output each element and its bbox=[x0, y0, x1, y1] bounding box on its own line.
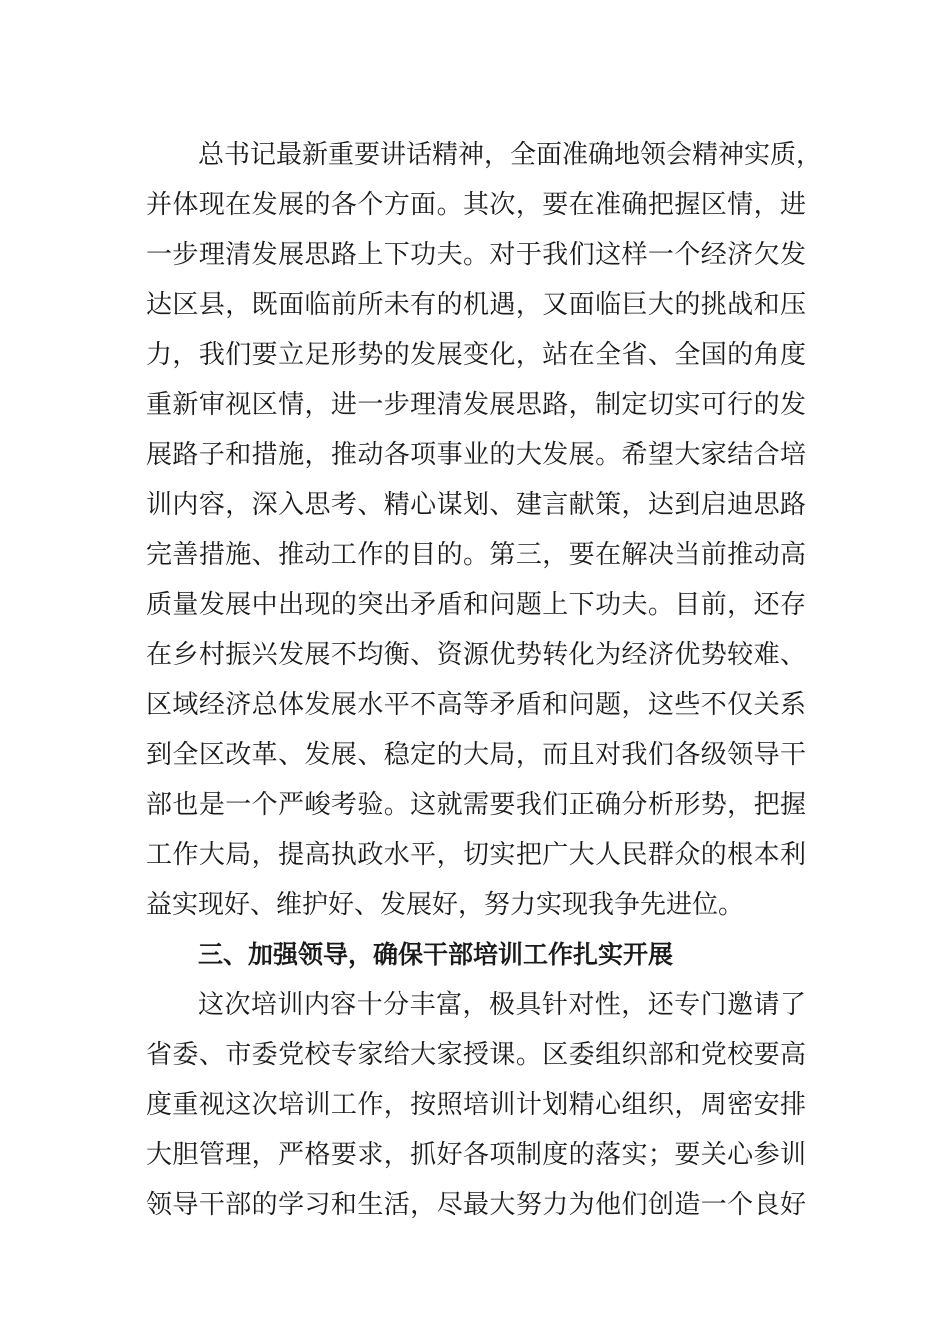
text-line: 部也是一个严峻考验。这就需要我们正确分析形势，把握 bbox=[146, 790, 806, 820]
text-line: 在乡村振兴发展不均衡、资源优势转化为经济优势较难、 bbox=[146, 640, 806, 670]
text-line: 到全区改革、发展、稳定的大局，而且对我们各级领导干 bbox=[146, 740, 806, 770]
text-line: 区域经济总体发展水平不高等矛盾和问题，这些不仅关系 bbox=[146, 690, 806, 720]
text-line: 总书记最新重要讲话精神，全面准确地领会精神实质， bbox=[198, 140, 823, 170]
text-line: 训内容，深入思考、精心谋划、建言献策，达到启迪思路 bbox=[146, 490, 806, 520]
text-line: 度重视这次培训工作，按照培训计划精心组织，周密安排 bbox=[146, 1090, 806, 1120]
section-heading-3: 三、加强领导，确保干部培训工作扎实开展 bbox=[198, 940, 674, 969]
text-line: 大胆管理，严格要求，抓好各项制度的落实；要关心参训 bbox=[146, 1140, 806, 1170]
text-line: 益实现好、维护好、发展好，努力实现我争先进位。 bbox=[146, 890, 745, 920]
text-line: 质量发展中出现的突出矛盾和问题上下功夫。目前，还存 bbox=[146, 590, 806, 620]
body-text bbox=[146, 130, 823, 1230]
text-line: 省委、市委党校专家给大家授课。区委组织部和党校要高 bbox=[146, 1040, 806, 1070]
text-line: 力，我们要立足形势的发展变化，站在全省、全国的角度 bbox=[146, 340, 806, 370]
text-line: 一步理清发展思路上下功夫。对于我们这样一个经济欠发 bbox=[146, 240, 806, 270]
paragraph-2 bbox=[146, 980, 806, 1230]
text-line: 并体现在发展的各个方面。其次，要在准确把握区情，进 bbox=[146, 190, 806, 220]
paragraph-1 bbox=[146, 130, 823, 930]
text-line: 完善措施、推动工作的目的。第三，要在解决当前推动高 bbox=[146, 540, 806, 570]
text-line: 重新审视区情，进一步理清发展思路，制定切实可行的发 bbox=[146, 390, 806, 420]
text-line: 展路子和措施，推动各项事业的大发展。希望大家结合培 bbox=[146, 440, 806, 470]
text-line: 达区县，既面临前所未有的机遇，又面临巨大的挑战和压 bbox=[146, 290, 806, 320]
text-line: 领导干部的学习和生活，尽最大努力为他们创造一个良好 bbox=[146, 1190, 806, 1220]
text-line: 工作大局，提高执政水平，切实把广大人民群众的根本利 bbox=[146, 840, 806, 870]
text-line: 这次培训内容十分丰富，极具针对性，还专门邀请了 bbox=[198, 990, 806, 1020]
